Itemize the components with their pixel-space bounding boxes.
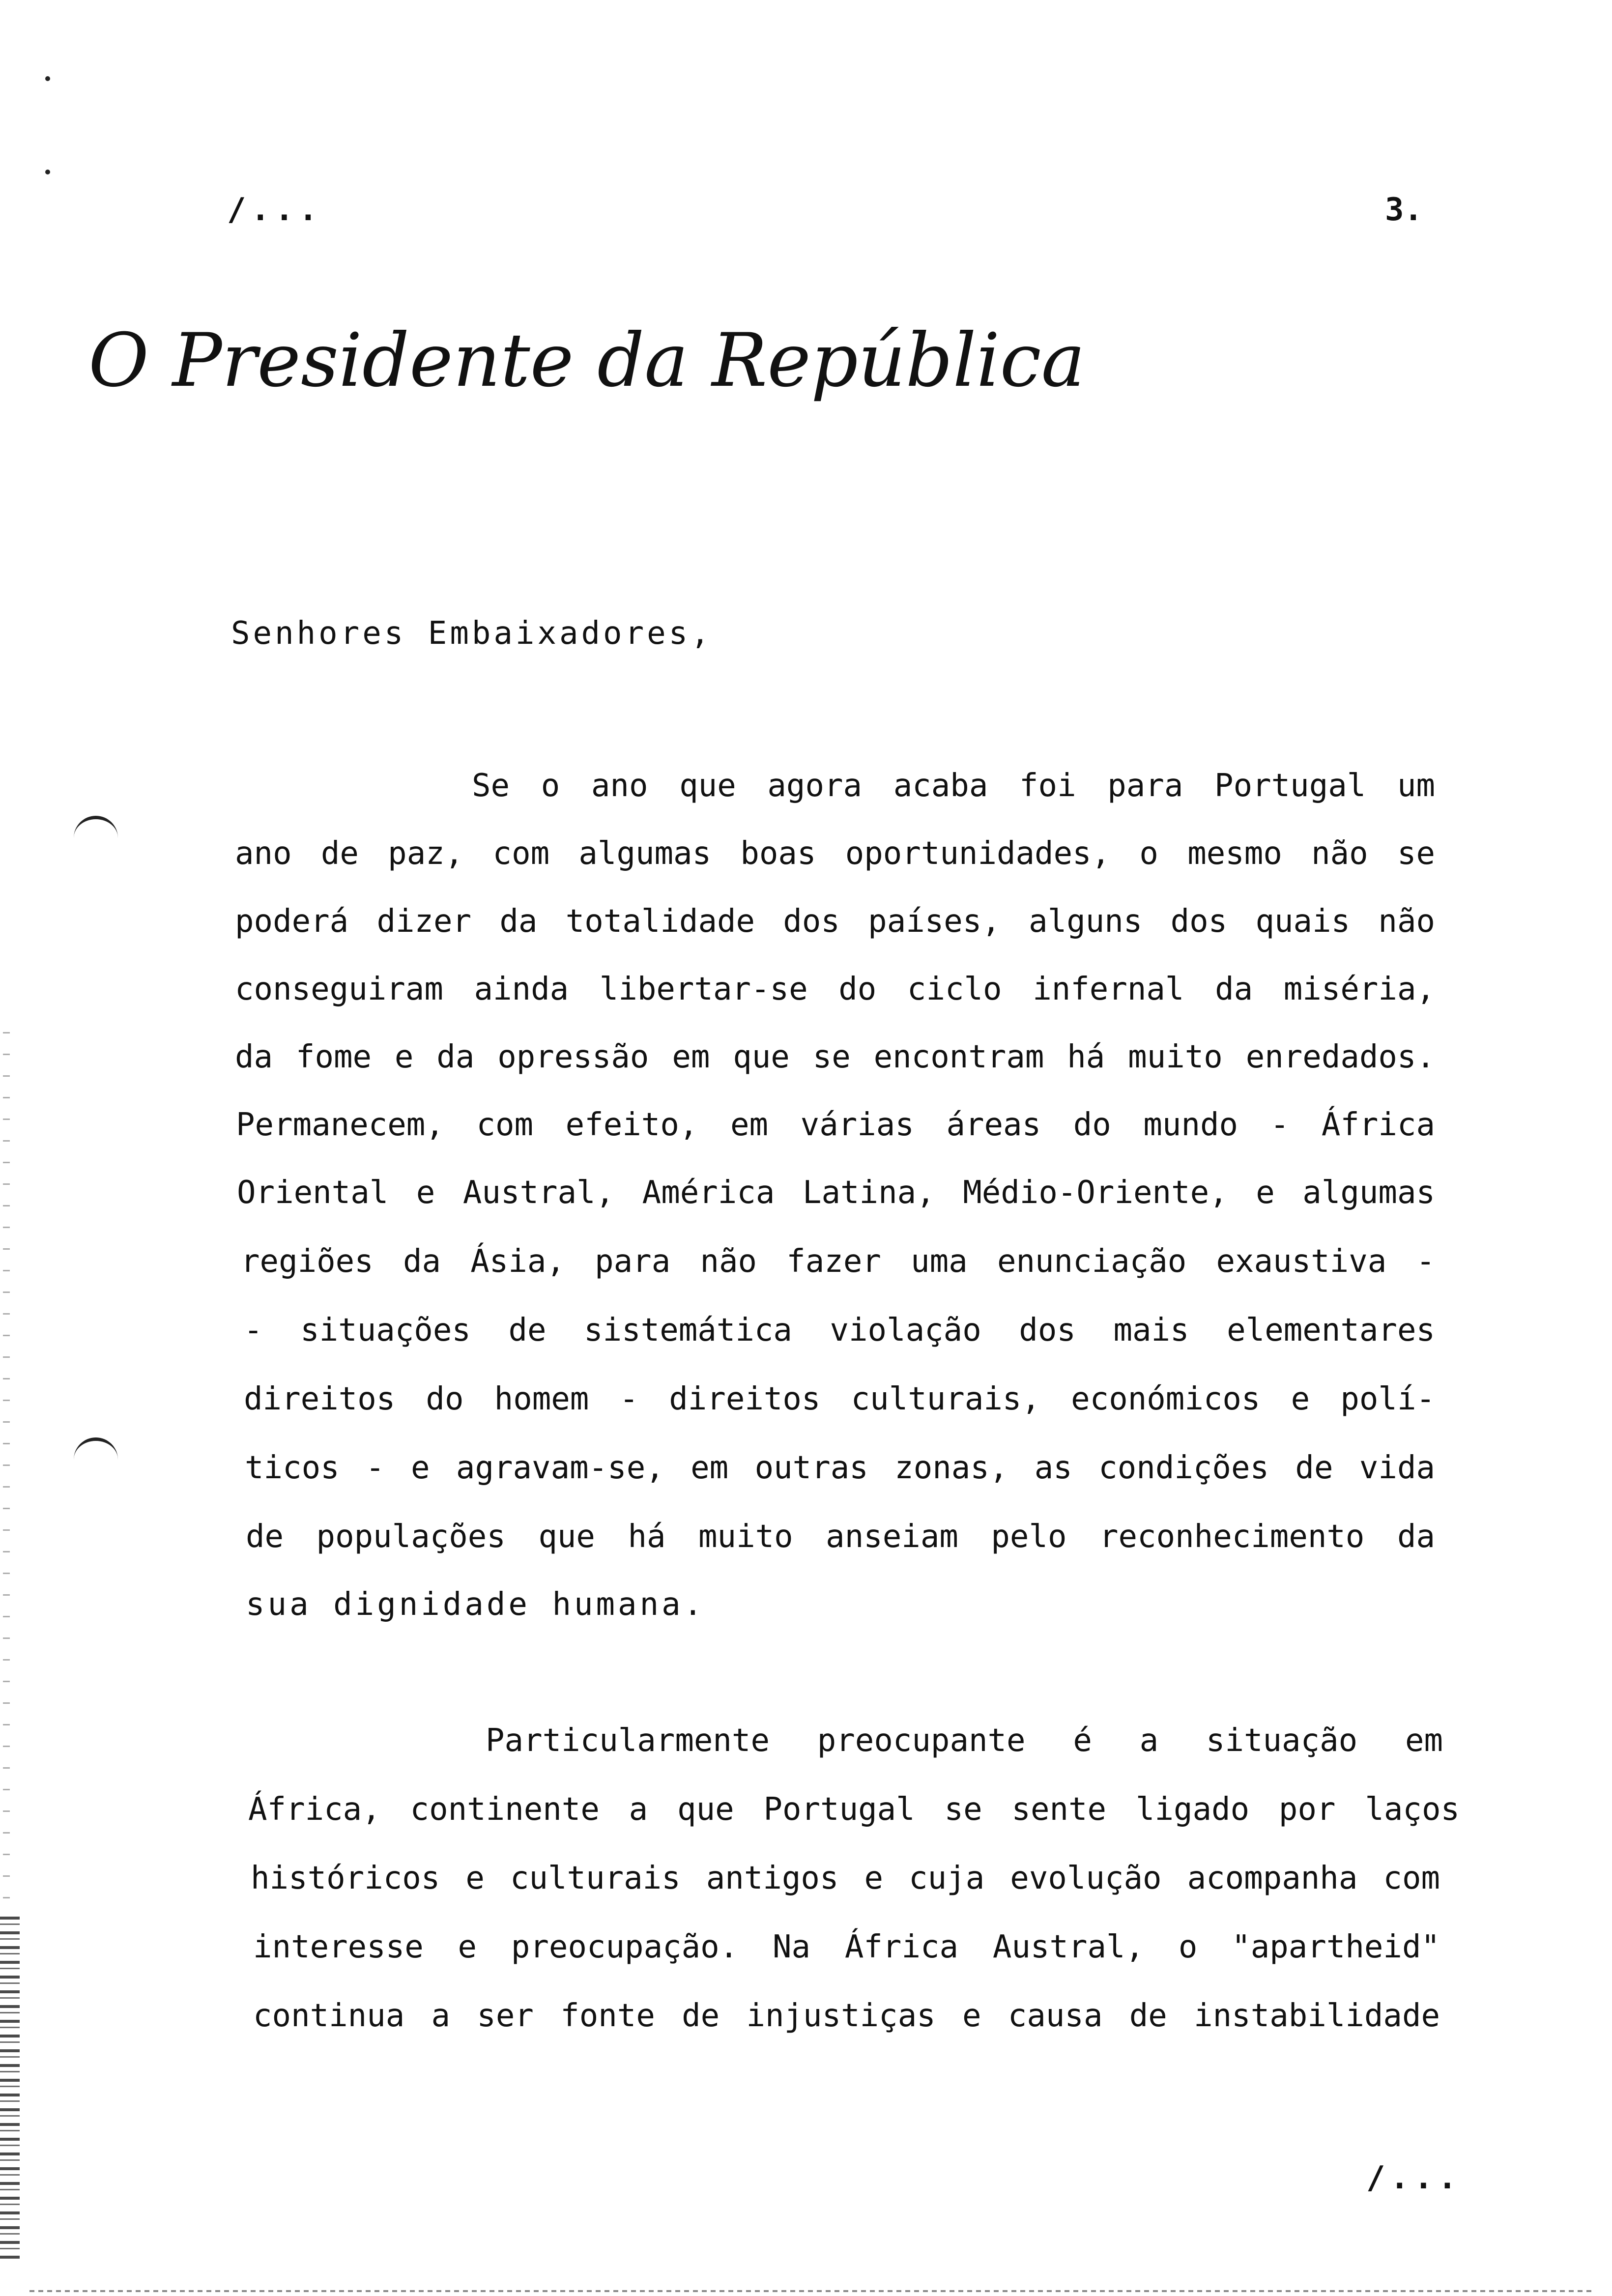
margin-mark [74, 816, 118, 839]
letterhead-signature-logo [84, 315, 1086, 413]
page-number: 3. [1385, 192, 1423, 228]
scan-speck [45, 170, 50, 174]
continuation-mark-bottom: /... [1366, 2160, 1462, 2196]
paragraph-line: Oriental e Austral, América Latina, Médio-Oriente, e algumas [237, 1175, 1435, 1211]
scan-bottom-edge [29, 2290, 1592, 2292]
paragraph-line: ano de paz, com algumas boas oportunidades, o mesmo não se [235, 835, 1435, 872]
paragraph-line: da fome e da opressão em que se encontram há muito enredados. [235, 1039, 1435, 1075]
continuation-mark-top: /... [227, 192, 323, 228]
scan-dots-artifact [3, 1032, 10, 1917]
paragraph-line: África, continente a que Portugal se sente ligado por laços [248, 1791, 1460, 1828]
margin-mark [74, 1437, 118, 1461]
paragraph-line: - situações de sistemática violação dos mais elementares [244, 1312, 1435, 1349]
scan-edge-artifact [0, 1917, 20, 2261]
salutation: Senhores Embaixadores, [231, 615, 713, 652]
paragraph-line: históricos e culturais antigos e cuja evolução acompanha com [251, 1860, 1440, 1896]
paragraph-line: direitos do homem - direitos culturais, económicos e polí- [244, 1381, 1435, 1417]
paragraph-line: conseguiram ainda libertar-se do ciclo infernal da miséria, [235, 971, 1435, 1007]
paragraph-line-last: sua dignidade humana. [246, 1586, 706, 1623]
scan-speck [45, 76, 50, 81]
paragraph-line: de populações que há muito anseiam pelo reconhecimento da [246, 1519, 1435, 1555]
paragraph-line: ticos - e agravam-se, em outras zonas, as condições de vida [245, 1450, 1435, 1486]
paragraph-line: Particularmente preocupante é a situação em [486, 1722, 1443, 1759]
letterhead-text: O Presidente da República [88, 318, 1086, 403]
paragraph-line: Permanecem, com efeito, em várias áreas do mundo - África [236, 1107, 1435, 1143]
paragraph-line: continua a ser fonte de injustiças e causa de instabilidade [253, 1998, 1440, 2034]
paragraph-line: Se o ano que agora acaba foi para Portugal um [472, 768, 1435, 804]
paragraph-line: regiões da Ásia, para não fazer uma enunciação exaustiva - [241, 1243, 1435, 1280]
paragraph-line: poderá dizer da totalidade dos países, alguns dos quais não [235, 903, 1435, 940]
paragraph-line: interesse e preocupação. Na África Austral, o "apartheid" [253, 1929, 1440, 1965]
